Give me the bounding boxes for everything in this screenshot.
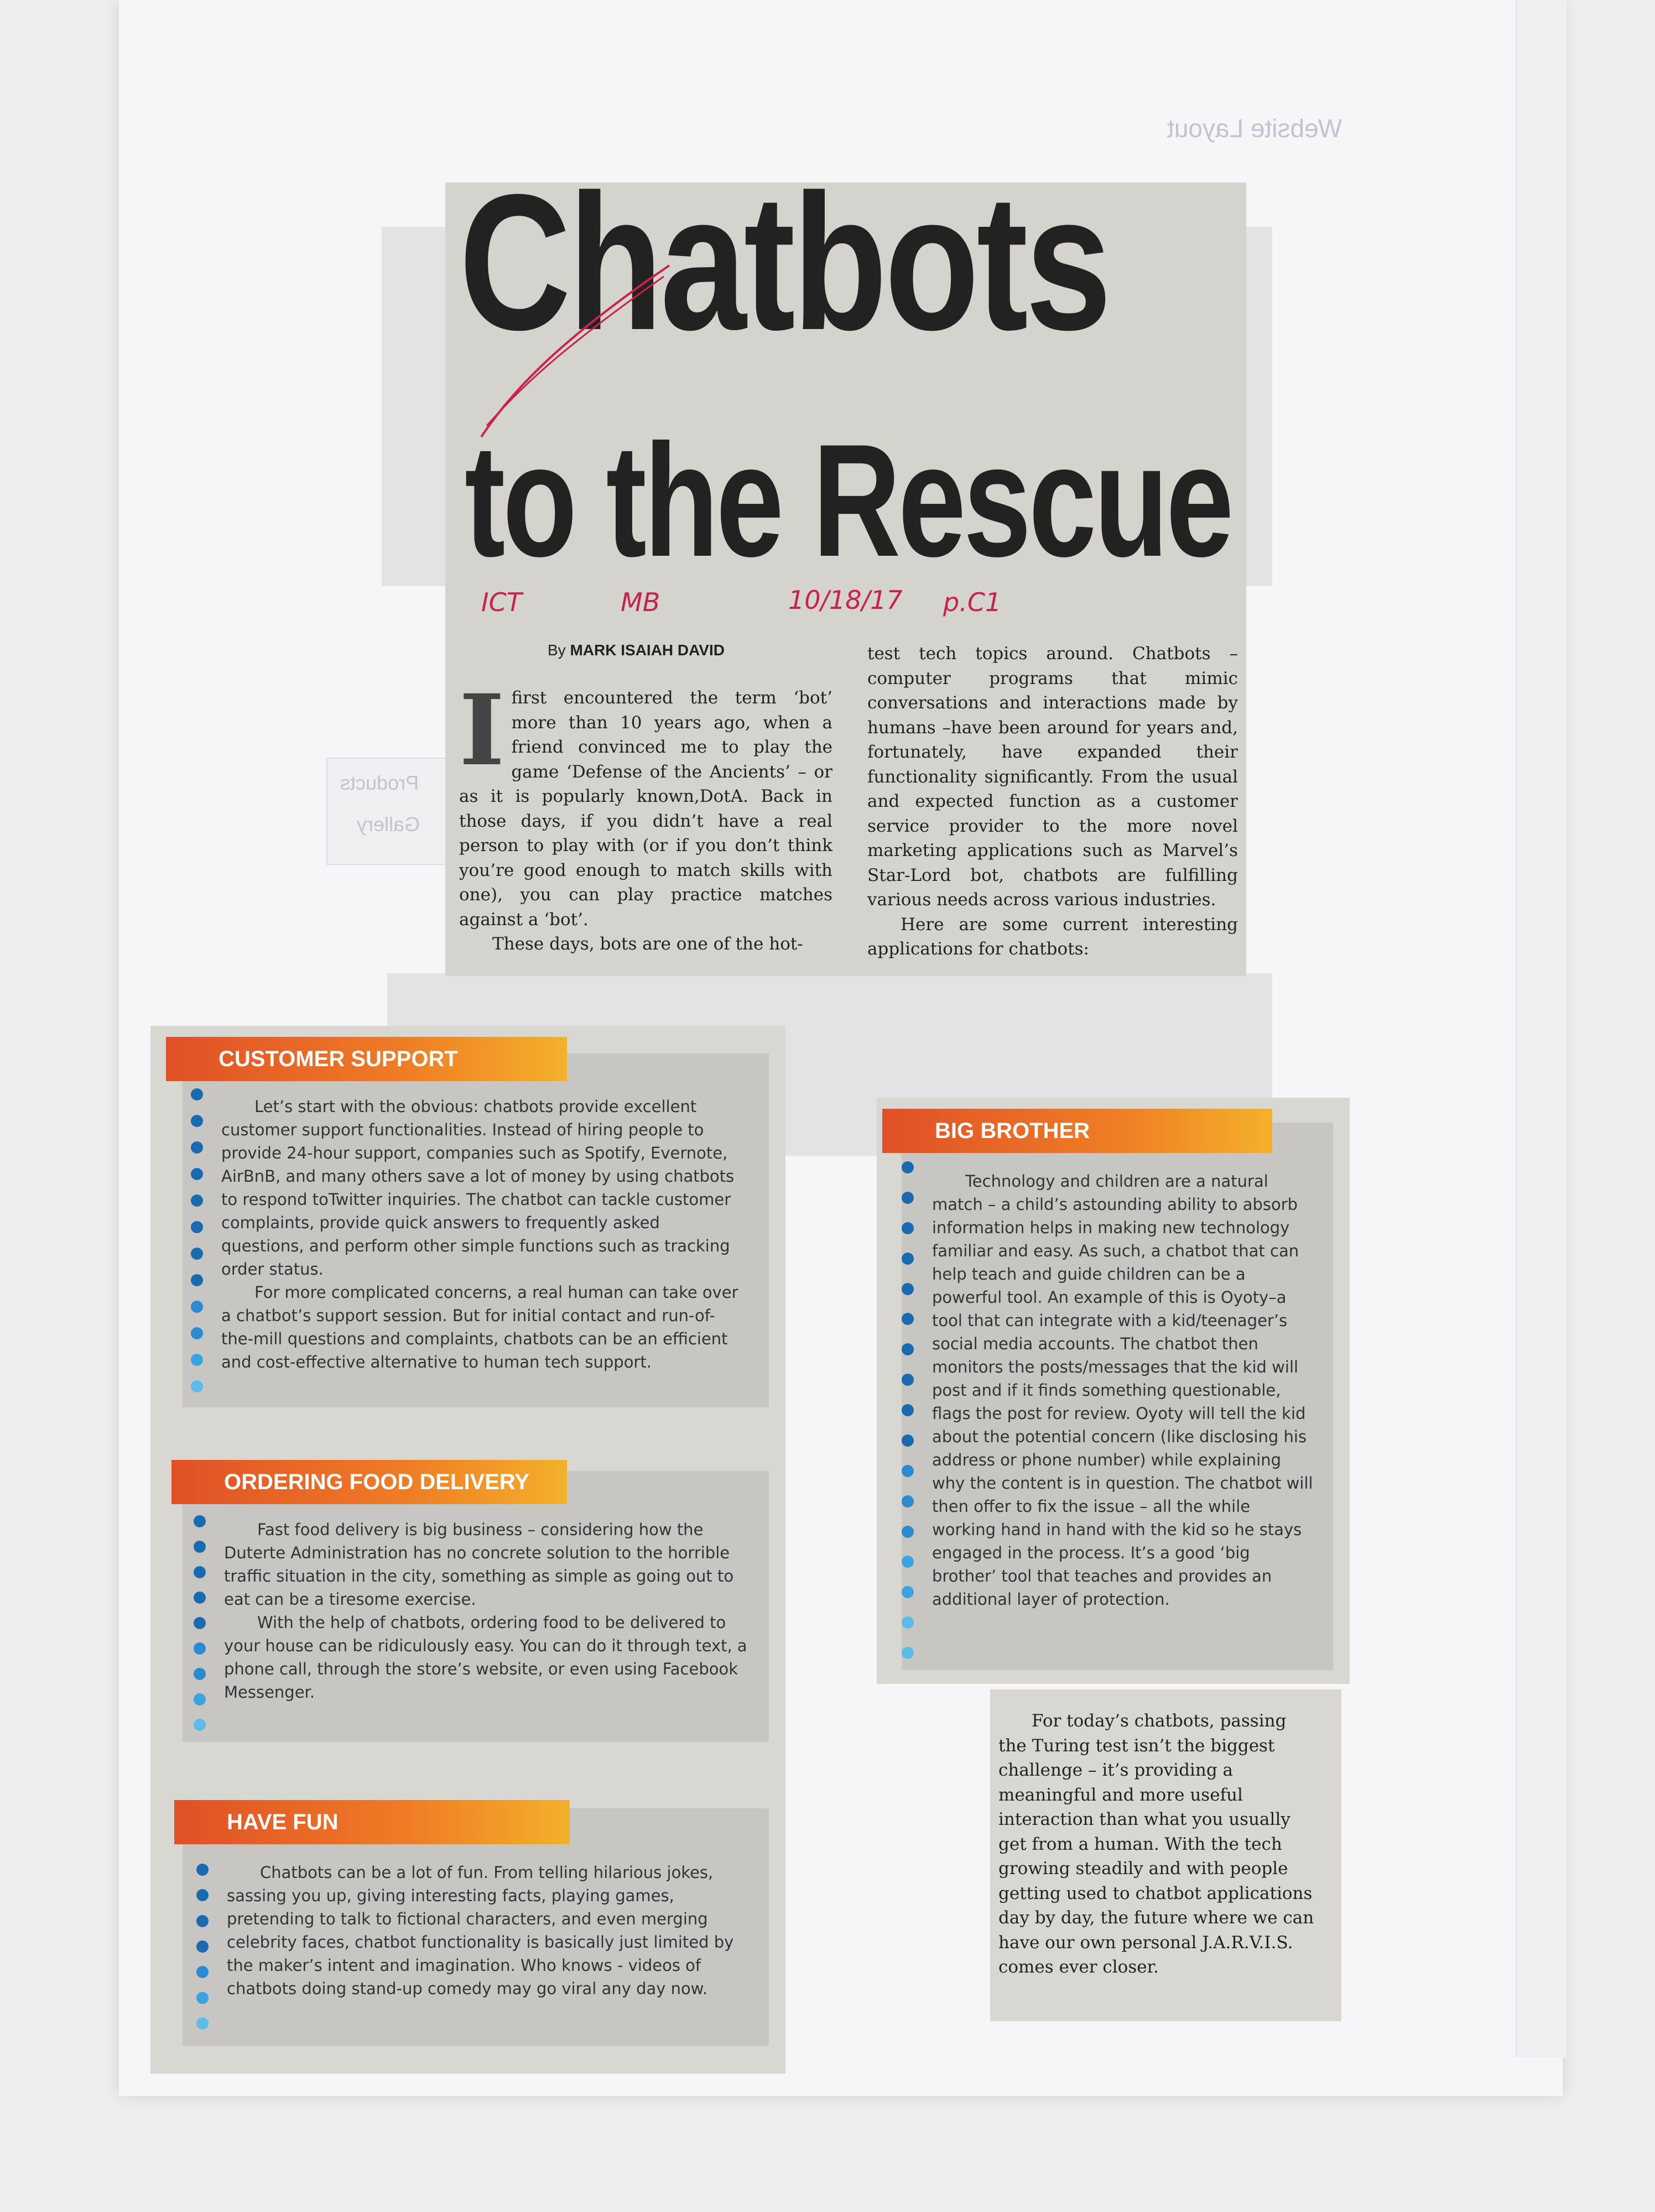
- author-name: MARK ISAIAH DAVID: [570, 641, 725, 659]
- bullet-dot: [191, 1168, 203, 1180]
- customer-support-heading: CUSTOMER SUPPORT: [166, 1037, 567, 1081]
- big-brother-body: [932, 1170, 1314, 1611]
- ghost-nav-a: Products: [340, 771, 419, 794]
- customer-support-p1: Let’s start with the obvious: chatbots provide excellent customer support functionalities. Instead of hiring people to provide 24-hour support, companies such as Spotify, Evernote, AirBnB, and many others save a lot of money by using chatbots to respond toTwitter inquiries. The chatbot can tackle customer complaints, provide quick answers to frequently asked questions, and perform other simple functions such as tracking order status.: [221, 1097, 735, 1279]
- food-delivery-dots: [194, 1515, 207, 1731]
- bullet-dot: [902, 1343, 914, 1355]
- intro-paragraph-1: first encountered the term ‘bot’ more than 10 years ago, when a friend convinced me to play the game ‘Defense of the Ancients’ – or as it is popularly known,DotA. Back in those days, if you didn’t have a real person to play with (or if you don’t think you’re good enough to match skills with one), you can play practice matches against a ‘bot’.: [459, 688, 832, 930]
- bullet-dot: [902, 1495, 914, 1507]
- bullet-dot: [196, 2017, 209, 2030]
- intro-column-2: [867, 641, 1238, 962]
- bullet-dot: [196, 1864, 209, 1876]
- food-delivery-p2: With the help of chatbots, ordering food to be delivered to your house can be ridiculously easy. You can do it through text, a phone call, through the store’s website, or even using Facebook Messenger.: [224, 1613, 747, 1702]
- bullet-dot: [902, 1647, 914, 1659]
- bullet-dot: [196, 1992, 209, 2004]
- bullet-dot: [196, 1966, 209, 1978]
- paper-edge: [1516, 0, 1566, 2057]
- bullet-dot: [902, 1374, 914, 1386]
- bullet-dot: [902, 1526, 914, 1538]
- bullet-dot: [194, 1592, 206, 1604]
- bullet-dot: [902, 1586, 914, 1598]
- bullet-dot: [902, 1465, 914, 1477]
- bullet-dot: [196, 1915, 209, 1927]
- bullet-dot: [902, 1616, 914, 1629]
- annotation-date: 10/18/17: [788, 585, 903, 615]
- bullet-dot: [191, 1221, 203, 1233]
- customer-support-body: [221, 1095, 747, 1374]
- have-fun-dots: [196, 1864, 210, 2030]
- bullet-dot: [196, 1889, 209, 1901]
- have-fun-heading: HAVE FUN: [174, 1800, 570, 1844]
- customer-support-dots: [191, 1088, 204, 1392]
- bullet-dot: [902, 1222, 914, 1234]
- bullet-dot: [191, 1274, 203, 1286]
- bullet-dot: [902, 1283, 914, 1295]
- ghost-nav-b: Gallery: [357, 813, 420, 836]
- bullet-dot: [191, 1380, 203, 1392]
- bullet-dot: [191, 1248, 203, 1260]
- bullet-dot: [902, 1192, 914, 1204]
- intro-paragraph-4: Here are some current interesting applications for chatbots:: [867, 914, 1238, 959]
- drop-cap: I: [459, 673, 505, 787]
- bullet-dot: [196, 1940, 209, 1953]
- have-fun-p1: Chatbots can be a lot of fun. From telling hilarious jokes, sassing you up, giving interesting facts, playing games, pretending to talk to fictional characters, and even merging celebrity faces, chatbot functionality is basically just limited by the maker’s intent and imagination. Who knows - videos of chatbots doing stand-up comedy may go viral any day now.: [227, 1863, 734, 1998]
- food-delivery-body: [224, 1518, 750, 1704]
- bullet-dot: [902, 1404, 914, 1416]
- bullet-dot: [191, 1354, 203, 1366]
- annotation-subject: ICT: [481, 587, 522, 617]
- bullet-dot: [194, 1668, 206, 1680]
- big-brother-p1: Technology and children are a natural match – a child’s astounding ability to absorb information helps in making new technology familiar and easy. As such, a chatbot that can help teach and guide children can be a powerful tool. An example of this is Oyoty–a tool that can integrate with a kid/teenager’s social media accounts. The chatbot then monitors the posts/messages that the kid will post and if it finds something questionable, flags the post for review. Oyoty will tell the kid about the potential concern (like disclosing his address or phone number) while explaining why the content is in question. The chatbot will then offer to fix the issue – all the while working hand in hand with the kid so he stays engaged in the process. It’s a good ‘big brother’ tool that teaches and provides an additional layer of protection.: [932, 1172, 1313, 1609]
- bullet-dot: [191, 1194, 203, 1207]
- bullet-dot: [191, 1301, 203, 1313]
- big-brother-dots: [902, 1161, 915, 1659]
- bullet-dot: [191, 1327, 203, 1339]
- bullet-dot: [902, 1253, 914, 1265]
- bullet-dot: [194, 1642, 206, 1655]
- pen-stroke: [476, 260, 675, 442]
- bullet-dot: [194, 1566, 206, 1578]
- byline: [548, 641, 725, 659]
- food-delivery-p1: Fast food delivery is big business – considering how the Duterte Administration has no concrete solution to the horrible traffic situation in the city, something as simple as going out to eat can be a tiresome exercise.: [224, 1520, 734, 1609]
- bullet-dot: [194, 1541, 206, 1553]
- bullet-dot: [902, 1556, 914, 1568]
- bullet-dot: [194, 1617, 206, 1629]
- intro-paragraph-2: These days, bots are one of the hot-: [492, 934, 803, 954]
- bullet-dot: [902, 1434, 914, 1447]
- annotation-initials: MB: [621, 587, 660, 617]
- have-fun-body: [227, 1861, 752, 2000]
- bullet-dot: [902, 1161, 914, 1173]
- bullet-dot: [194, 1515, 206, 1527]
- closing-paragraph: For today’s chatbots, passing the Turing test isn’t the biggest challenge – it’s providing a meaningful and more useful interaction than what you usually get from a human. With the tech growing steadily and with people getting used to chatbot applications day by day, the future where we can have our own personal J.A.R.V.I.S. comes ever closer.: [998, 1711, 1314, 1977]
- intro-column-1: [459, 673, 832, 957]
- bullet-dot: [191, 1088, 203, 1100]
- ghost-heading: Website Layout: [1167, 114, 1342, 143]
- bullet-dot: [902, 1313, 914, 1325]
- byline-prefix: By: [548, 641, 566, 659]
- closing-column: [998, 1709, 1319, 1980]
- food-delivery-heading: ORDERING FOOD DELIVERY: [171, 1460, 567, 1504]
- bullet-dot: [194, 1693, 206, 1705]
- bullet-dot: [191, 1141, 203, 1154]
- headline-line1: Chatbots: [459, 154, 1109, 371]
- bullet-dot: [194, 1719, 206, 1731]
- bullet-dot: [191, 1115, 203, 1127]
- intro-paragraph-3: test tech topics around. Chatbots – computer programs that mimic conversations and interactions made by humans –have been around for years and, fortunately, have expanded their functionality significantly. From the usual and expected function as a customer service provider to the more novel marketing applications such as Marvel’s Star-Lord bot, chatbots are fulfilling various needs across various industries.: [867, 644, 1238, 910]
- big-brother-heading: BIG BROTHER: [882, 1109, 1272, 1153]
- annotation-page: p.C1: [943, 587, 1002, 617]
- headline-line2: to the Rescue: [465, 411, 1231, 590]
- customer-support-p2: For more complicated concerns, a real human can take over a chatbot’s support session. But for initial contact and run-of-the-mill questions and complaints, chatbots can be an efficient and cost-effective alternative to human tech support.: [221, 1283, 738, 1371]
